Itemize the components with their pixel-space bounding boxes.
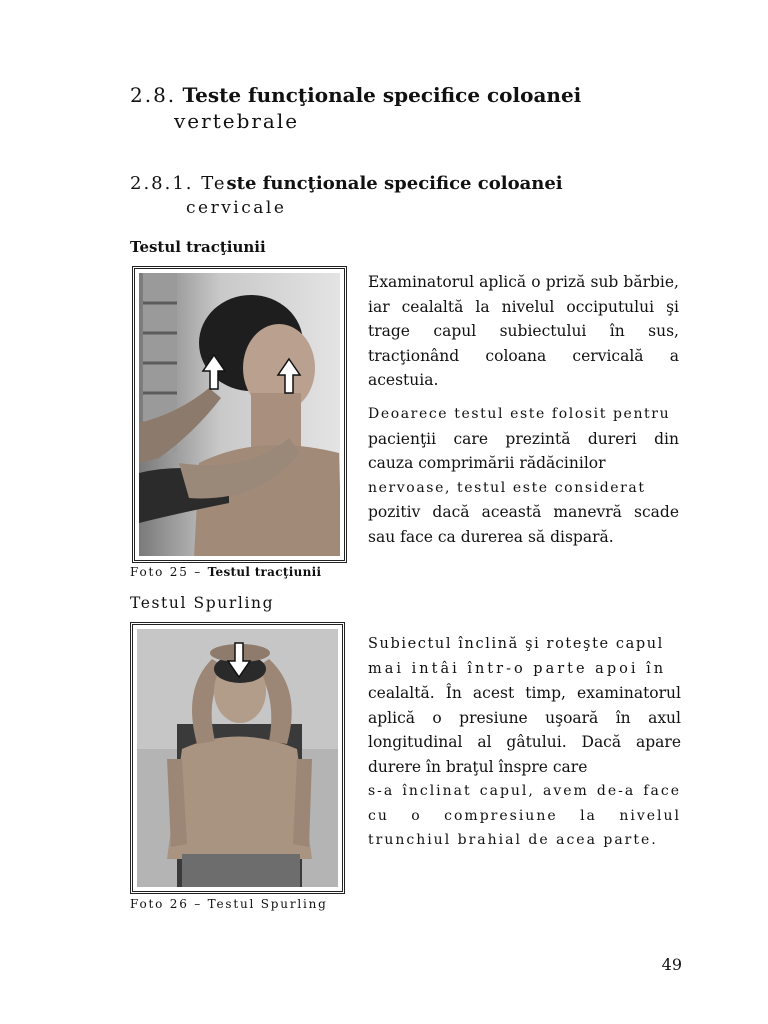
traction-test-photo-image — [139, 273, 340, 556]
photo-traction-test — [132, 266, 347, 563]
subheading-number: 2.8.1. Te — [130, 173, 227, 194]
spurling-test-photo-image — [137, 629, 338, 887]
photo-25-caption — [130, 565, 321, 579]
traction-test-paragraph-2: Deoarece testul este folosit pentru pacienţii care prezintă dureri din cauza comprimării rădăcinilor nervoase, testul este considerat pozitiv dacă această manevră scade sau face ca durerea să dispară. — [368, 406, 679, 546]
photo-spurling-test — [130, 622, 345, 894]
page-number: 49 — [661, 955, 682, 974]
caption-title: Testul tracţiunii — [207, 565, 322, 579]
test-traction-title: Testul tracţiunii — [130, 238, 266, 256]
spurling-test-paragraph: Subiectul înclină şi roteşte capul mai intâi într-o parte apoi în cealaltă. În acest timp, examinatorul aplică o presiune uşoară în axul longitudinal al gâtului. Dacă apare durere în braţul înspre care s-a înclinat capul, avem de-a face cu o compresiune la nivelul trunchiul brahial de acea parte. — [368, 636, 681, 848]
subheading-title: ste funcţionale specifice coloanei — [226, 173, 563, 194]
subsection-heading-2-8-1 — [130, 172, 563, 220]
photo-26-caption: Foto 26 – Testul Spurling — [130, 897, 328, 911]
subheading-title-line2: cervicale — [186, 198, 287, 218]
heading-title: Teste funcţionale specifice coloanei — [182, 83, 582, 107]
heading-title-line2: vertebrale — [174, 109, 300, 133]
caption-prefix: Foto 25 – — [130, 565, 203, 579]
section-heading-2-8 — [130, 82, 581, 134]
spurling-test-title: Testul Spurling — [130, 594, 275, 612]
heading-number: 2.8. — [130, 83, 177, 107]
traction-test-paragraph-1: Examinatorul aplică o priză sub bărbie, iar cealaltă la nivelul occiputului şi trage capul subiectului în sus, tracţionând coloana cervicală a acestuia. — [368, 273, 679, 389]
